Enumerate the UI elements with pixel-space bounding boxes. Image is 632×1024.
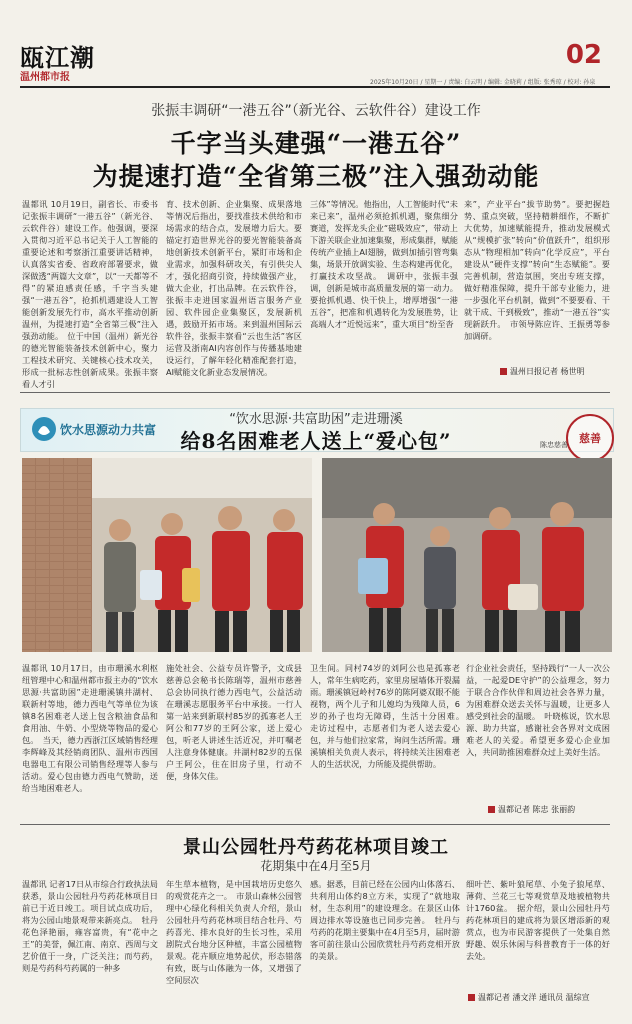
story3-column-4: 细叶芒、紫叶狼尾草、小兔子狼尾草、薄荷、兰花三七等观赏草及地被植物共计1760盆。 据介绍，景山公园牡丹芍药花林项目的建成将为景区增添新的观赏点，也为市民游客提供了一处集自然野趣、娱乐休闲与科普教育于一体的好去处。 xyxy=(466,879,610,961)
story1-column-2: 育、技术创新、企业集聚、成果落地等情况后指出，要找准技术供给和市场需求的结合点，发展增力后大。要锚定打造世界光谷的要光智能装备高地创新技术创新平台，紧盯市场和企业需求，加强科研攻关，有引供尖人才，强化招商引资，持续做强产业，做大企业，打出品牌。在云软件谷，张振丰走进国家温州语言服务产业园、软件园企业集聚区，发展新机遇，鼓励开拓市场。来到温州国际云软件谷，张振丰察看“云也生活”客区运营及浙南AI内容创作与传播基地建设运行，了解年轻化精准配套打造，AI赋能文化新业态发展情况。 xyxy=(166,199,302,377)
photo-volunteers-left xyxy=(22,458,312,652)
story1-column-4: 来”，产业平台“拔节助势”。要把握趋势、重点突破，坚持精耕细作，不断扩大优势，加速赋能提升，推动发展模式从“规模扩张”转向“价值跃升”，组织形态从“物理相加”转向“化学反应”，平台建设从“硬件支撑”转向“生态赋能”。要完善机制，营造氛围，突出专班支撑，做好精准保障，提升干部专业能力，进一步强化平台机制，做到“不要要看、干就干成、干到极致”，推动“一港五谷”实现新跃升。 市领导陈应许、王振勇等参加调研。 xyxy=(464,199,610,341)
oil-bottle xyxy=(182,568,200,602)
story2-headline: 给8名困难老人送上“爱心包” xyxy=(180,429,452,453)
masthead-subtitle: 温州都市报 xyxy=(20,72,70,83)
gift-bag xyxy=(140,570,162,600)
story1-headline-line1: 千字当头建强“一港五谷” xyxy=(170,129,462,158)
story3-column-3: 感。据悉，目前已经在公园内山体落石、共利用山体约8立方米，实现了“就地取材，生态利用”的建设理念。在景区山体周边排水等设施也已同步完善。 牡丹与芍药的花期主要集中在4月至5月，届时游客可前往景山公园欣赏牡丹芍药竞相开放的美景。 xyxy=(310,879,460,961)
masthead-rule xyxy=(20,86,610,88)
story2-column-1: 温都讯 10月17日，由市珊溪水利枢纽管理中心和温州都市报主办的“饮水思源·共富助困”走进珊溪镇井湖村、联新村等地，德力西电气等单位为该镇8名困难老人送上包含粮油食品和食用油、牛奶、小型烧等物品的爱心包。 当天，德力西浙江区域销售经理李辉峰及其经销商团队、温州市西国电器电工有限公司销售经理等人参与活动。爱心包由德力西电气赞助，送给当地困难老人。 xyxy=(22,663,158,793)
charity-brand-note: 陈忠慈善 xyxy=(540,441,568,449)
story2-byline-text: 温都记者 陈忠 张丽韵 xyxy=(498,805,576,814)
story1-headline-line2: 为提速打造“全省第三极”注入强劲动能 xyxy=(92,162,540,191)
story2-column-2: 施处社会、公益专员许警予，文成县慈善总会秘书长陈瑞等，温州市慈善总会协同执行德力西电气，公益活动在珊溪志愿服务平台中承接。一行人第一站来到新联村85岁的孤寡老人王阿公和77岁的王阿公家，送上爱心包，听老人讲述生活近况，并叮嘱老人注意身体健康。井湖村82岁的五保户王阿公，住在旧房子里，行动不便，身体欠佳。 xyxy=(166,663,302,781)
campaign-logo-text: 饮水思源动力共富 xyxy=(60,423,157,437)
story3-subhead: 花期集中在4月至5月 xyxy=(260,859,372,873)
story1-byline-text: 温州日报记者 杨世明 xyxy=(510,367,585,376)
photo-volunteers-right xyxy=(322,458,612,652)
gift-package xyxy=(358,558,388,594)
story2-column-3: 卫生间。同村74岁的刘阿公也是孤寡老人，常年生病吃药，家里房屋墙体开裂漏雨。珊溪镇冠岭村76岁的陈阿婆双眼不能视物，两个儿子和儿媳均为残障人员，6岁的孙子也均无障碍，生活十分困难。 走访过程中，志愿者们为老人送去爱心包，并与他们拉家常，询问生活所需。珊溪镇相关负责人表示，将持续关注困难老人的生活状况，力所能及提供帮助。 xyxy=(310,663,469,769)
charity-stamp: 慈善 xyxy=(566,414,614,462)
story1-byline xyxy=(500,366,585,377)
story1-column-1: 温都讯 10月19日，副省长、市委书记张振丰调研“一港五谷”（新光谷、云软件谷）建设工作。他强调，要深入贯彻习近平总书记关于人工智能的重要论述和考察浙江重要讲话精神，认真落实省委、省政府部署要求，做深做透“两篇大文章”，以“一天都等不得”的紧迫感责任感，千字当头建强“一港五谷”，抢抓机遇建设人工智能创新发展先行市，高水平推动创新温州，为提速打造“全省第三极”注入强劲动能。 位于中国（温州）新光谷的德光智能装备技术创新中心，聚力工程技术研究、关键核心技术攻关，形成一批标志性创新成果。张振丰察看人才引 xyxy=(22,199,158,389)
story3-headline: 景山公园牡丹芍药花林项目竣工 xyxy=(183,837,449,858)
page-number: 02 xyxy=(565,40,602,70)
story3-byline-text: 温都记者 潘文洋 通讯员 温综宣 xyxy=(478,993,590,1002)
story2-byline xyxy=(488,804,575,815)
section-divider-1 xyxy=(20,392,610,393)
story3-byline xyxy=(468,992,590,1003)
story1-column-3: 三体”等情况。他指出，人工智能时代“未来已来”，温州必须抢抓机遇，聚焦细分赛道，发挥龙头企业“磁吸效应”，带动上下游关联企业加速集聚，形成集群，赋能传统产业插上AI翅膀，做到加插引管弯集集，场景开放调实验、生态构建再优化，打赢技术攻坚战。 调研中，张振丰强调，创新是城市高质量发展的第一动力。要抢抓机遇、快干快上，增厚增强“一港五谷”，把准和机遇转化为发展胜势，让高端人才“近悦远来”，重大项目“纷至沓 xyxy=(310,199,458,329)
story2-column-4: 行企业社会责任，坚持践行“一人一次公益，一起爱DE守护”的公益理念，努力于联合合作伙伴和周边社会各界力量，为困难群众送去关怀与温暖，让更多人感受到社会的温暖。 叶晓栋说，饮水思源、助力共富，感谢社会各界对文成困难老人的关爱。希望更多爱心企业加入，共同助推困难群众过上美好生活。 xyxy=(466,663,610,757)
story2-kicker: “饮水思源·共富助困”走进珊溪 xyxy=(229,412,403,427)
section-divider-2 xyxy=(20,824,610,825)
masthead-title: 瓯江潮 xyxy=(20,43,95,72)
story3-column-2: 年生草本植物，是中国栽培历史悠久的观赏花卉之一。 市景山森林公园管理中心绿化科相关负责人介绍，景山公园牡丹芍药花林项目结合牡丹、芍药喜光、排水良好的生长习性，采用剧院式台地分区种植，丰富公园植物景观。花卉顺应地势起伏，形态错落有致，既与山体融为一体，又增强了空间层次 xyxy=(166,879,302,985)
story3-column-1: 温都讯 记者17日从市综合行政执法局获悉，景山公园牡丹芍药花林项目日前已于近日竣工。项目试点成功后，将为公园山地景观带来新亮点。 牡丹花色泽艳丽，雍容富贵，有“花中之王”的美誉，佩江南、南京、西周与文艺价值于一身，广泛关注；而芍药，则是芍药科芍药属的一种多 xyxy=(22,879,158,973)
milk-box xyxy=(508,584,538,610)
issue-meta: 2025年10月20日 / 星期一 / 责编: 白云明 / 编辑: 金晓莉 / 组版: 张秀琼 / 校对: 孙泉 xyxy=(370,79,596,86)
story1-kicker: 张振丰调研“一港五谷”（新光谷、云软件谷）建设工作 xyxy=(151,103,481,119)
